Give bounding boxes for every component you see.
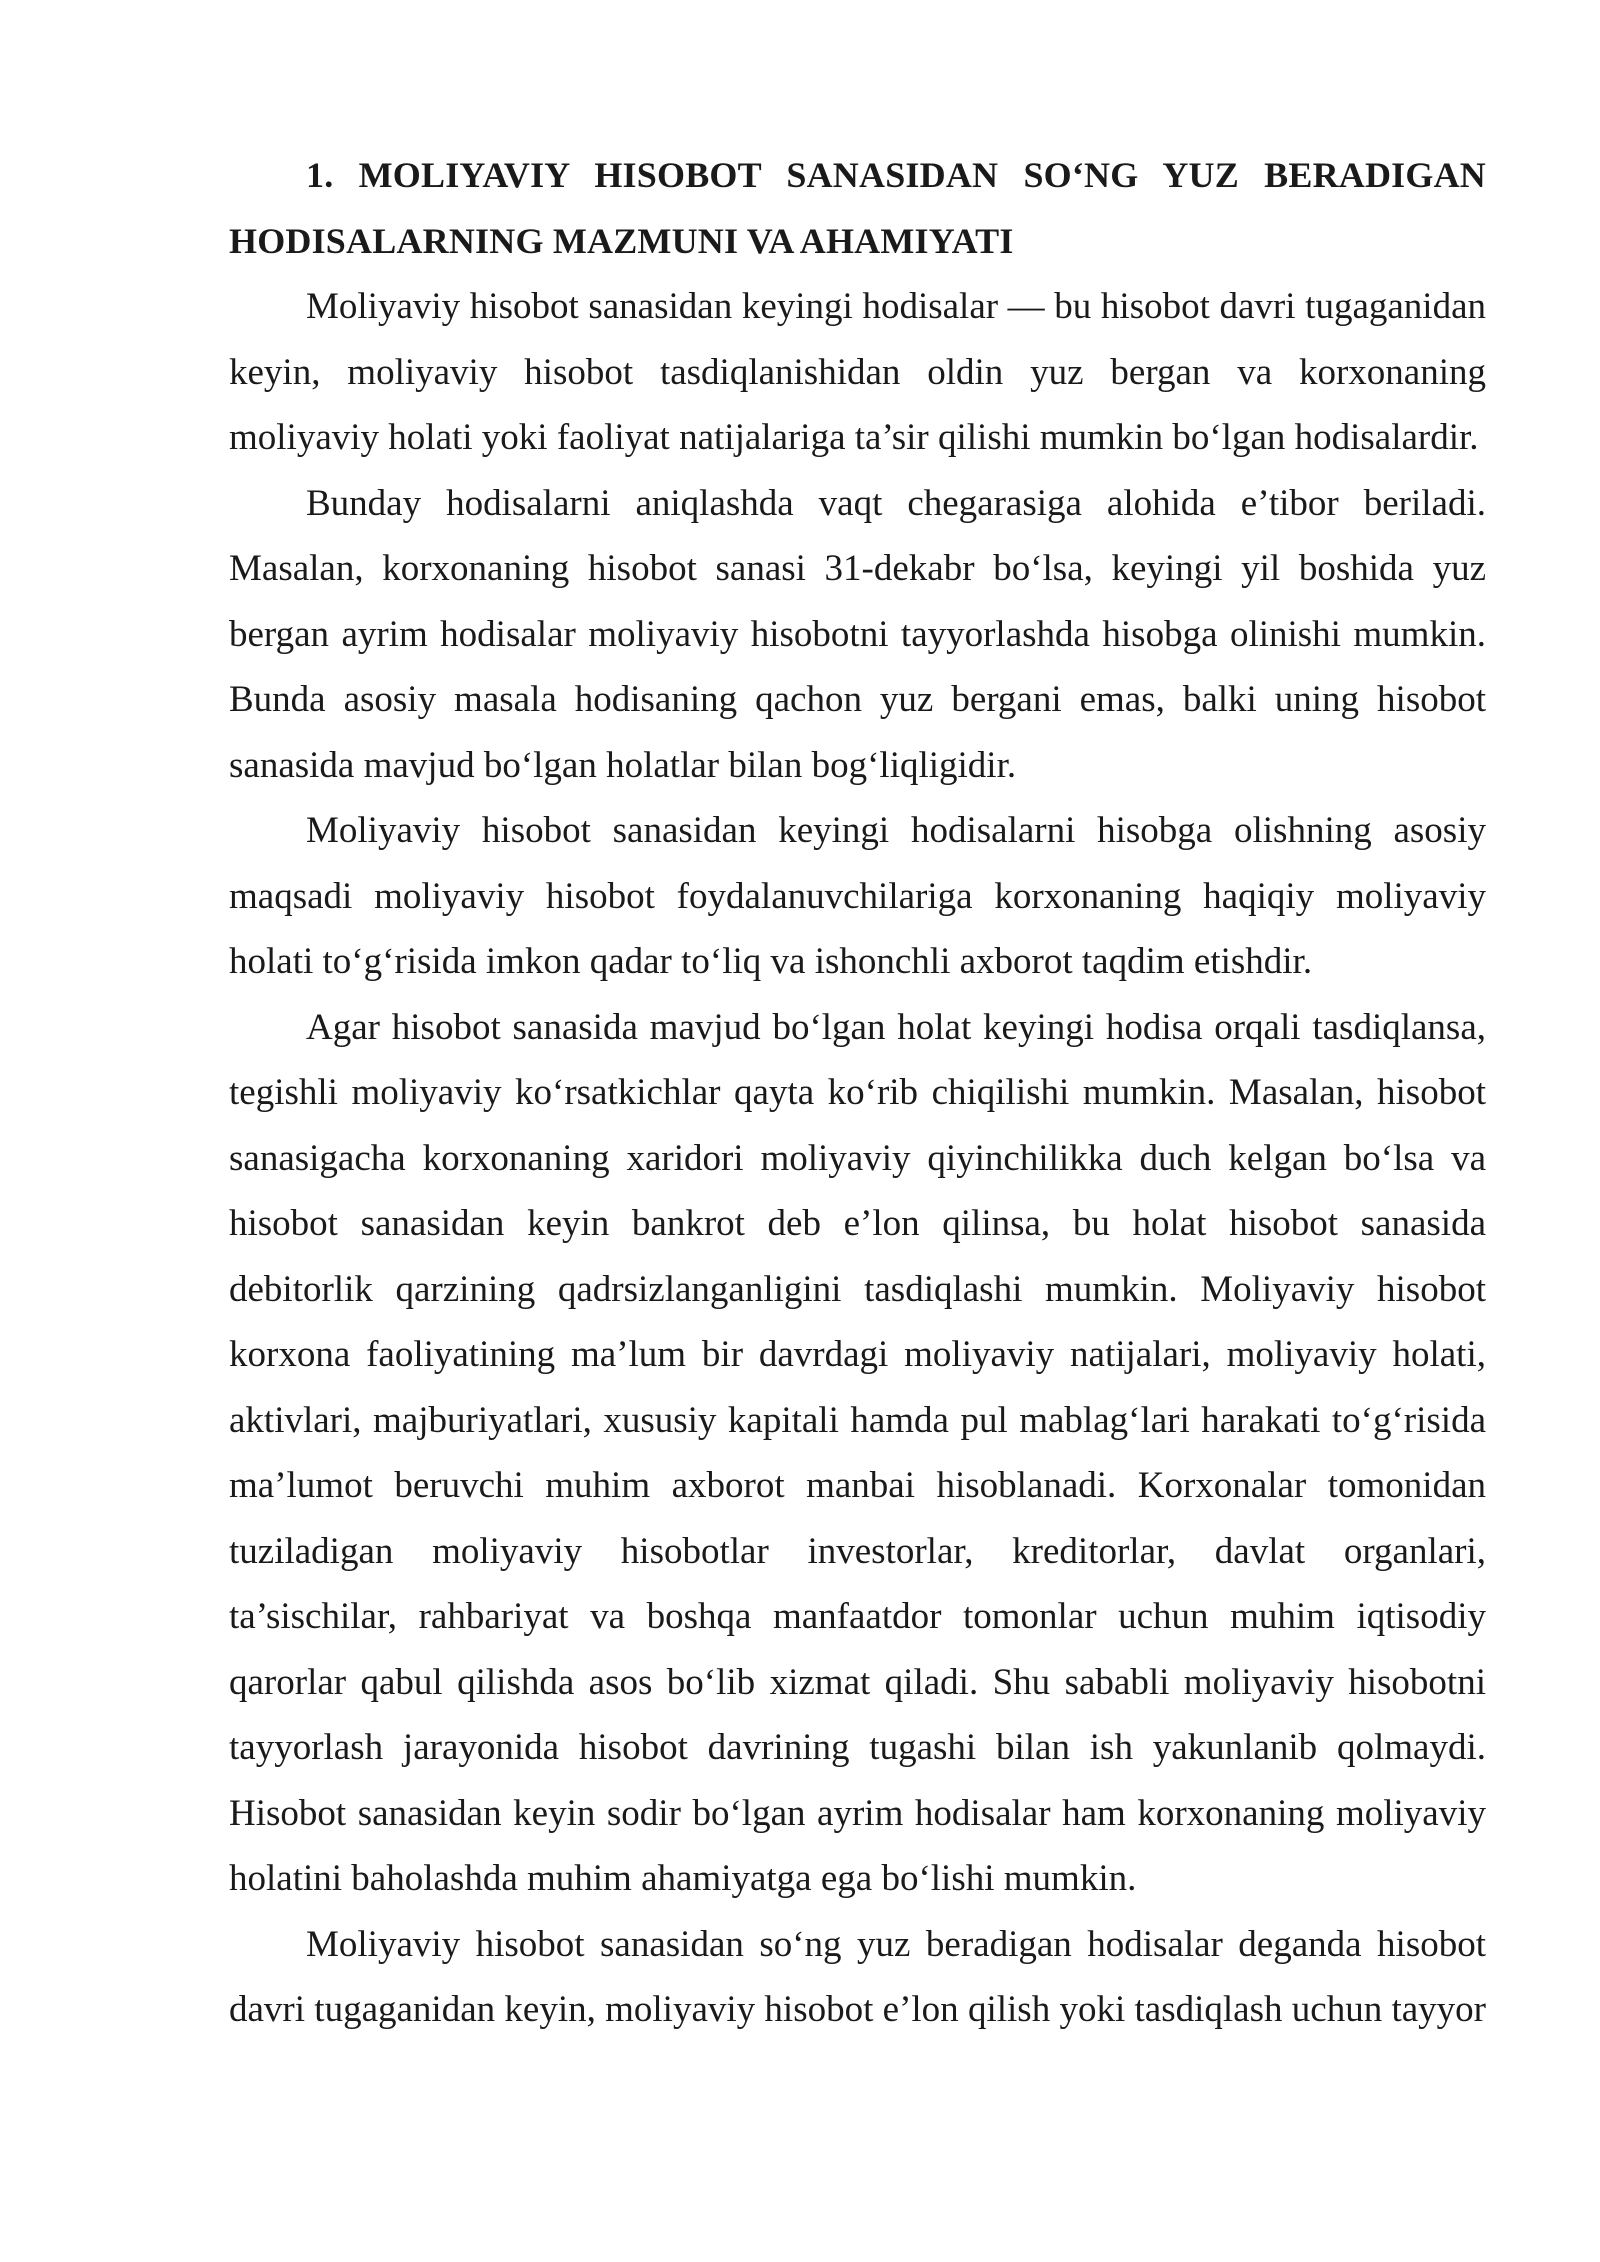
- paragraph-4: Agar hisobot sanasida mavjud bo‘lgan holat keyingi hodisa orqali tasdiqlansa, tegishli moliyaviy ko‘rsatkichlar qayta ko‘rib chiqilishi mumkin. Masalan, hisobot sanasigacha korxonaning xaridori moliyaviy qiyinchilikka duch kelgan bo‘lsa va hisobot sanasidan keyin bankrot deb e’lon qilinsa, bu holat hisobot sanasida debitorlik qarzining qadrsizlanganligini tasdiqlashi mumkin. Moliyaviy hisobot korxona faoliyatining ma’lum bir davrdagi moliyaviy natijalari, moliyaviy holati, aktivlari, majburiyatlari, xususiy kapitali hamda pul mablag‘lari harakati to‘g‘risida ma’lumot beruvchi muhim axborot manbai hisoblanadi. Korxonalar tomonidan tuziladigan moliyaviy hisobotlar investorlar, kreditorlar, davlat organlari, ta’sischilar, rahbariyat va boshqa manfaatdor tomonlar uchun muhim iqtisodiy qarorlar qabul qilishda asos bo‘lib xizmat qiladi. Shu sababli moliyaviy hisobotni tayyorlash jarayonida hisobot davrining tugashi bilan ish yakunlanib qolmaydi. Hisobot sanasidan keyin sodir bo‘lgan ayrim hodisalar ham korxonaning moliyaviy holatini baholashda muhim ahamiyatga ega bo‘lishi mumkin.: [229, 1006, 1486, 1899]
- paragraph-3: Moliyaviy hisobot sanasidan keyingi hodisalarni hisobga olishning asosiy maqsadi moliyaviy hisobot foydalanuvchilariga korxonaning haqiqiy moliyaviy holati to‘g‘risida imkon qadar to‘liq va ishonchli axborot taqdim etishdir.: [229, 810, 1486, 982]
- paragraph-2: Bunday hodisalarni aniqlashda vaqt chegarasiga alohida e’tibor beriladi. Masalan, korxonaning hisobot sanasi 31-dekabr bo‘lsa, keyingi yil boshida yuz bergan ayrim hodisalar moliyaviy hisobotni tayyorlashda hisobga olinishi mumkin. Bunda asosiy masala hodisaning qachon yuz bergani emas, balki uning hisobot sanasida mavjud bo‘lgan holatlar bilan bog‘liqligidir.: [229, 482, 1486, 786]
- document-body: [229, 143, 1486, 2043]
- paragraph-1: Moliyaviy hisobot sanasidan keyingi hodisalar — bu hisobot davri tugaganidan keyin, moliyaviy hisobot tasdiqlanishidan oldin yuz bergan va korxonaning moliyaviy holati yoki faoliyat natijalariga ta’sir qilishi mumkin bo‘lgan hodisalardir.: [229, 286, 1486, 458]
- section-heading: 1. MOLIYAVIY HISOBOT SANASIDAN SO‘NG YUZ BERADIGAN HODISALARNING MAZMUNI VA AHAMIYATI: [229, 155, 1486, 261]
- paragraph-5: Moliyaviy hisobot sanasidan so‘ng yuz beradigan hodisalar deganda hisobot davri tugaganidan keyin, moliyaviy hisobot e’lon qilish yoki tasdiqlash uchun tayyor: [229, 1923, 1486, 2030]
